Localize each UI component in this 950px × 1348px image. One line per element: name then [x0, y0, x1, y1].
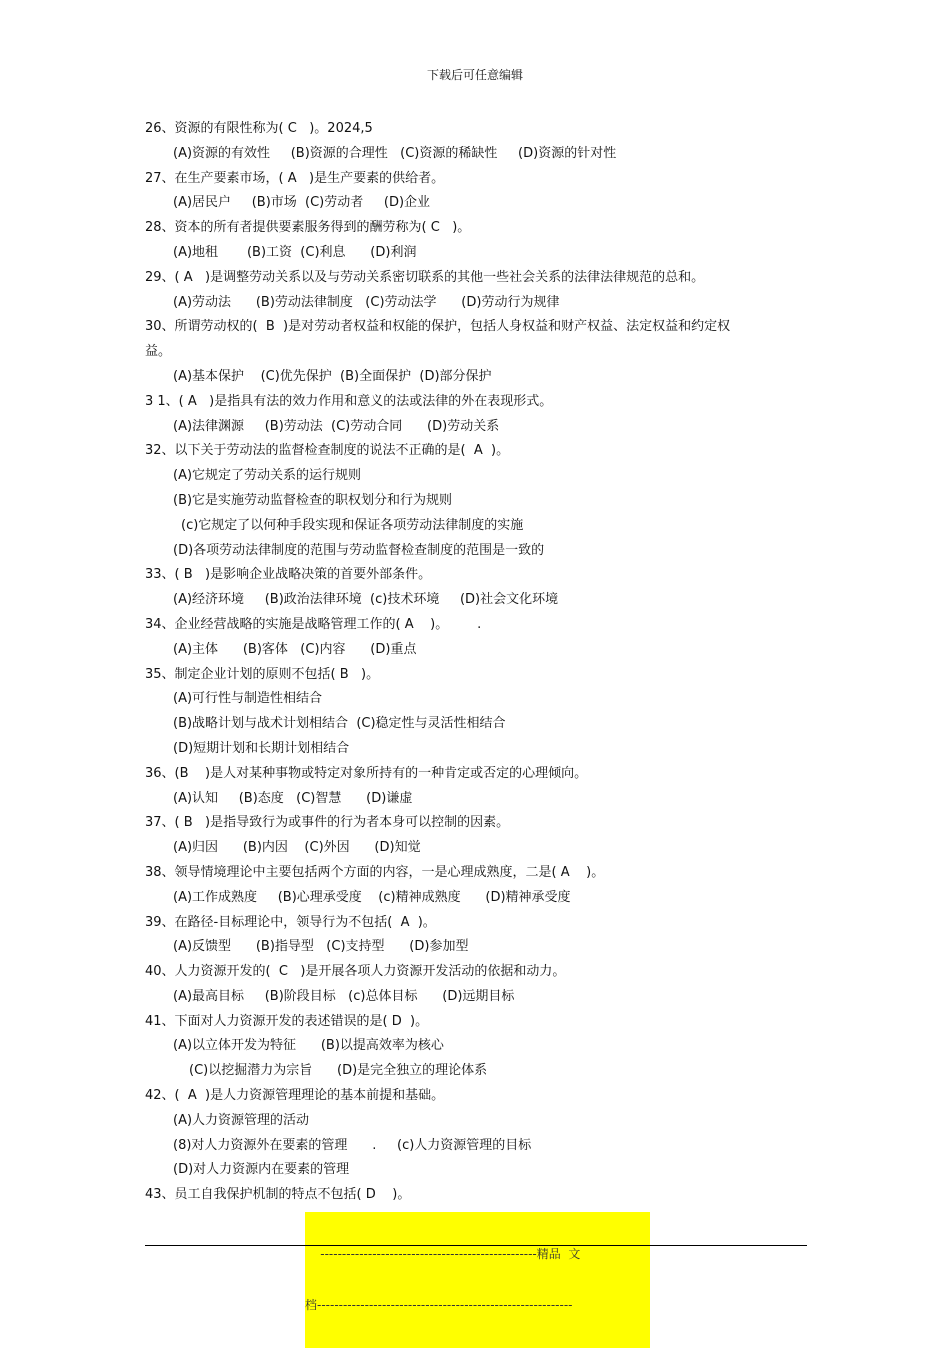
option-line: (D)短期计划和长期计划相结合: [173, 740, 350, 756]
question-list: [145, 117, 810, 1208]
question-line: 28、资本的所有者提供要素服务得到的酬劳称为( C )。: [145, 220, 471, 236]
option-line: (c)它规定了以何种手段实现和保证各项劳动法律制度的实施: [181, 517, 524, 533]
option-line: (A)人力资源管理的活动: [173, 1112, 310, 1128]
question-line: 40、人力资源开发的( C )是开展各项人力资源开发活动的依据和动力。: [145, 964, 566, 980]
option-line: (A)工作成熟度 (B)心理承受度 (c)精神成熟度 (D)精神承受度: [173, 889, 571, 905]
footer-banner: [305, 1212, 650, 1348]
option-line: (B)战略计划与战术计划相结合 (C)稳定性与灵活性相结合: [173, 716, 506, 732]
question-line: 34、企业经营战略的实施是战略管理工作的( A )。 .: [145, 616, 482, 632]
question-line: 35、制定企业计划的原则不包括( B )。: [145, 666, 380, 682]
question-line: 38、领导情境理论中主要包括两个方面的内容，一是心理成熟度，二是( A )。: [145, 864, 605, 880]
option-line: (A)反馈型 (B)指导型 (C)支持型 (D)参加型: [173, 939, 469, 955]
question-line: 33、( B )是影响企业战略决策的首要外部条件。: [145, 567, 432, 583]
option-line: (D)各项劳动法律制度的范围与劳动监督检查制度的范围是一致的: [173, 542, 545, 558]
question-line: 29、( A )是调整劳动关系以及与劳动关系密切联系的其他一些社会关系的法律法律规范的总和。: [145, 269, 705, 285]
option-line: (A)以立体开发为特征 (B)以提高效率为核心: [173, 1038, 444, 1054]
option-line: (A)劳动法 (B)劳动法律制度 (C)劳动法学 (D)劳动行为规律: [173, 294, 560, 310]
question-line: 30、所谓劳动权的( B )是对劳动者权益和权能的保护，包括人身权益和财产权益、法定权益和约定权: [145, 319, 731, 335]
footer-line-2: 档-----------------------------------------------------------: [305, 1298, 573, 1312]
option-line: (C)以挖掘潜力为宗旨 (D)是完全独立的理论体系: [189, 1063, 488, 1079]
question-line: 32、以下关于劳动法的监督检查制度的说法不正确的是( A )。: [145, 443, 510, 459]
option-line: (D)对人力资源内在要素的管理: [173, 1162, 350, 1178]
option-line: (A)居民户 (B)市场 (C)劳动者 (D)企业: [173, 195, 431, 211]
option-line: (A)资源的有效性 (B)资源的合理性 (C)资源的稀缺性 (D)资源的针对性: [173, 145, 617, 161]
option-line: (A)它规定了劳动关系的运行规则: [173, 468, 362, 484]
footer-divider: [145, 1245, 807, 1246]
question-line: 36、(B )是人对某种事物或特定对象所持有的一种肯定或否定的心理倾向。: [145, 765, 588, 781]
option-line: (A)主体 (B)客体 (C)内容 (D)重点: [173, 641, 417, 657]
page-header: 下载后可任意编辑: [426, 68, 523, 82]
option-line: (A)基本保护 (C)优先保护 (B)全面保护 (D)部分保护: [173, 368, 492, 384]
question-line: 42、( A )是人力资源管理理论的基本前提和基础。: [145, 1088, 445, 1104]
option-line: (8)对人力资源外在要素的管理 . (c)人力资源管理的目标: [173, 1137, 532, 1153]
option-line: (A)法律渊源 (B)劳动法 (C)劳动合同 (D)劳动关系: [173, 418, 500, 434]
option-line: (A)经济环境 (B)政治法律环境 (c)技术环境 (D)社会文化环境: [173, 592, 559, 608]
footer-line-1: --------------------------------------------------精品 文: [305, 1247, 581, 1261]
question-line: 26、资源的有限性称为( C )。2024,5: [145, 121, 373, 136]
option-line: (A)最高目标 (B)阶段目标 (c)总体目标 (D)远期目标: [173, 988, 515, 1004]
question-line: 27、在生产要素市场，( A )是生产要素的供给者。: [145, 170, 445, 186]
option-line: (B)它是实施劳动监督检查的职权划分和行为规则: [173, 492, 453, 508]
option-line: (A)认知 (B)态度 (C)智慧 (D)谦虚: [173, 790, 413, 806]
question-line: 益。: [145, 344, 172, 360]
option-line: (A)地租 (B)工资 (C)利息 (D)利润: [173, 244, 417, 260]
option-line: (A)归因 (B)内因 (C)外因 (D)知觉: [173, 840, 421, 856]
question-line: 3 1、( A )是指具有法的效力作用和意义的法或法律的外在表现形式。: [145, 393, 553, 409]
option-line: (A)可行性与制造性相结合: [173, 691, 323, 707]
question-line: 41、下面对人力资源开发的表述错误的是( D )。: [145, 1013, 429, 1029]
question-line: 37、( B )是指导致行为或事件的行为者本身可以控制的因素。: [145, 815, 510, 831]
question-line: 39、在路径-目标理论中，领导行为不包括( A )。: [145, 914, 436, 930]
question-line: 43、员工自我保护机制的特点不包括( D )。: [145, 1187, 411, 1203]
